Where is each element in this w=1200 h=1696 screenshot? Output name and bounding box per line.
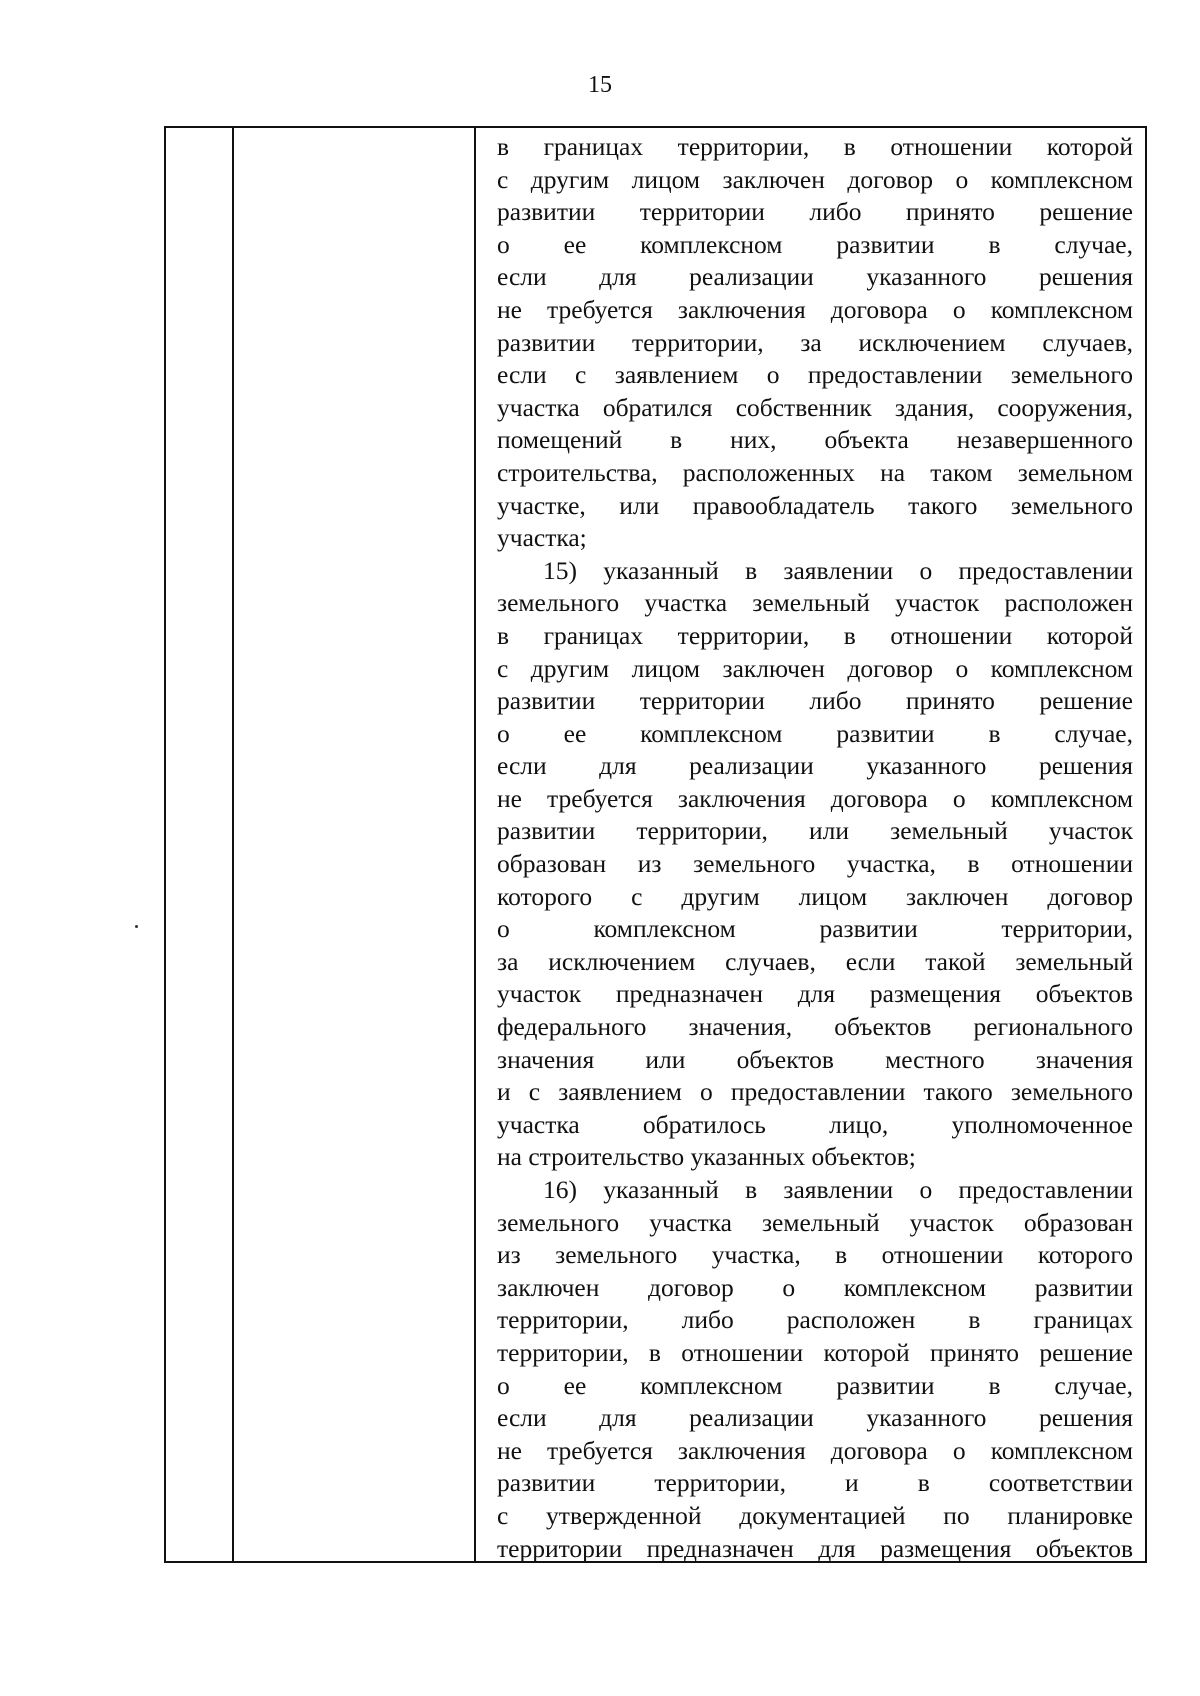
text-line: не требуется заключения договора о комплексном xyxy=(497,1435,1133,1465)
text-line: в границах территории, в отношении которой xyxy=(497,620,1133,650)
text-line: развитии территории, и в соответствии xyxy=(497,1468,1133,1498)
text-line: о ее комплексном развитии в случае, xyxy=(497,718,1133,748)
document-table xyxy=(164,126,1147,1563)
text-line: земельного участка земельный участок образован xyxy=(497,1207,1133,1237)
scan-speck xyxy=(135,925,138,928)
page-number: 15 xyxy=(588,72,612,98)
text-line: развитии территории либо принято решение xyxy=(497,197,1133,227)
table-column-divider xyxy=(232,128,234,1561)
text-line: из земельного участка, в отношении которого xyxy=(497,1240,1133,1270)
text-line: образован из земельного участка, в отношении xyxy=(497,849,1133,879)
text-line: если для реализации указанного решения xyxy=(497,1403,1133,1433)
text-line: с утвержденной документацией по планировке xyxy=(497,1500,1133,1530)
table-text-cell xyxy=(497,131,1133,1565)
text-line: если для реализации указанного решения xyxy=(497,751,1133,781)
text-line: участок предназначен для размещения объектов xyxy=(497,979,1133,1009)
text-line: строительства, расположенных на таком земельном xyxy=(497,457,1133,487)
text-line: 16) указанный в заявлении о предоставлении xyxy=(543,1175,1133,1204)
text-line: территории, либо расположен в границах xyxy=(497,1305,1133,1335)
text-line: за исключением случаев, если такой земельный xyxy=(497,946,1133,976)
text-line: не требуется заключения договора о комплексном xyxy=(497,783,1133,813)
text-line: о ее комплексном развитии в случае, xyxy=(497,1370,1133,1400)
text-line: с другим лицом заключен договор о комплексном xyxy=(497,653,1133,683)
text-line: развитии территории, за исключением случаев, xyxy=(497,327,1133,357)
text-line: территории предназначен для размещения объектов xyxy=(497,1533,1133,1563)
text-line: участке, или правообладатель такого земельного xyxy=(497,490,1133,520)
text-line: помещений в них, объекта незавершенного xyxy=(497,425,1133,455)
text-line: если для реализации указанного решения xyxy=(497,262,1133,292)
text-line: если с заявлением о предоставлении земельного xyxy=(497,360,1133,390)
table-column-divider xyxy=(474,128,476,1561)
text-line: на строительство указанных объектов; xyxy=(497,1142,916,1172)
text-line: с другим лицом заключен договор о комплексном xyxy=(497,164,1133,194)
text-line: развитии территории либо принято решение xyxy=(497,686,1133,716)
text-line: федерального значения, объектов регионального xyxy=(497,1012,1133,1042)
text-line: заключен договор о комплексном развитии xyxy=(497,1272,1133,1302)
text-line: участка обратилось лицо, уполномоченное xyxy=(497,1109,1133,1139)
text-line: значения или объектов местного значения xyxy=(497,1044,1133,1074)
text-line: участка; xyxy=(497,523,587,553)
text-line: 15) указанный в заявлении о предоставлении xyxy=(543,555,1133,585)
text-line: участка обратился собственник здания, сооружения, xyxy=(497,392,1133,422)
text-line: о комплексном развитии территории, xyxy=(497,914,1133,944)
text-line: земельного участка земельный участок расположен xyxy=(497,588,1133,618)
text-line: развитии территории, или земельный участок xyxy=(497,816,1133,846)
text-line: о ее комплексном развитии в случае, xyxy=(497,229,1133,259)
text-line: территории, в отношении которой принято решение xyxy=(497,1337,1133,1367)
text-line: в границах территории, в отношении которой xyxy=(497,132,1133,161)
text-line: которого с другим лицом заключен договор xyxy=(497,881,1133,911)
text-line: не требуется заключения договора о комплексном xyxy=(497,294,1133,324)
text-line: и с заявлением о предоставлении такого земельного xyxy=(497,1077,1133,1107)
